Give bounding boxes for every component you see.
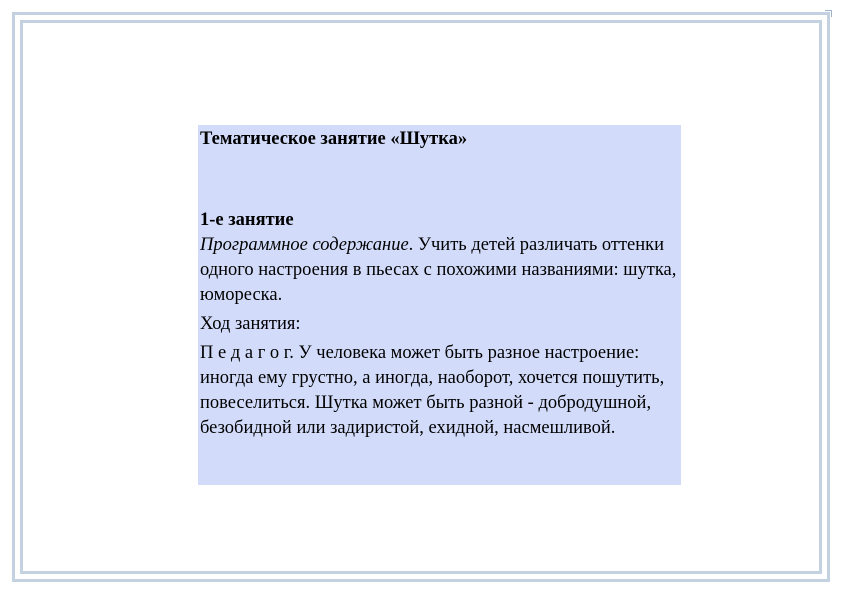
- course-label: Ход занятия:: [200, 314, 301, 334]
- lesson-title: Тематическое занятие «Шутка»: [200, 129, 468, 149]
- lesson-heading: 1-е занятие: [200, 210, 294, 230]
- program-label: Программное содержание: [200, 235, 409, 255]
- teacher-label: П е д а г о г.: [200, 343, 294, 363]
- teacher-paragraph: [200, 341, 681, 441]
- program-paragraph: [200, 233, 681, 308]
- teacher-text: У человека может быть разное настроение: иногда ему грустно, а иногда, наоборот, хочется пошутить, повеселиться. Шутка может быть разной - добродушной, безобидной или задиристой, ехидной, насмешливой.: [200, 343, 665, 438]
- corner-mark: [825, 10, 832, 17]
- lesson-text-box: [198, 125, 681, 485]
- program-text: . Учить детей различать оттенки одного настроения в пьесах с похожими названиями: шутка, юмореска.: [200, 235, 677, 305]
